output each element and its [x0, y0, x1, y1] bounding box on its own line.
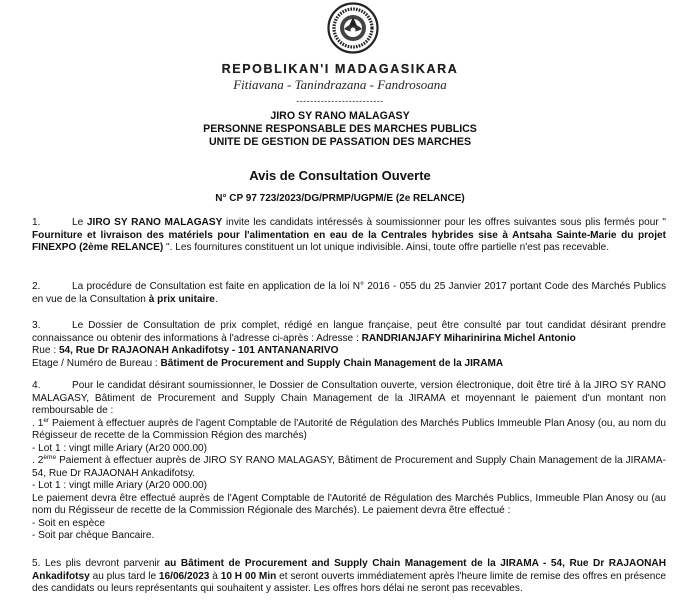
paragraph-4: 4. Pour le candidat désirant soumissionner, le Dossier de Consultation ouverte, version électronique, doit être tiré à la JIRO SY RANO MALAGASY, Bâtiment de Procurement and Supply Chain Management de la JIRAMA et moyennant le paiement d'un montant non remboursable de : . 1er Paiement à effectuer auprès de l'agent Comptable de l'Autorité de Régulation des Marchés Publics Immeuble Plan Anosy (ou, au nom du Régisseur de recette de la Commission Région des marchés) - Lot 1 : vingt mille Ariary (Ar20 000.00) . 2ème Paiement à effectuer auprès de JIRO SY RANO MALAGASY, Bâtiment de Procurement and Supply Chain Management de la JIRAMA-54, Rue Dr RAJAONAH Ankadifotsy. - Lot 1 : vingt mille Ariary (Ar20 000.00) Le paiement devra être effectué auprès de l'Agent Comptable de l'Autorité de Régulation des Marchés Publics, Immeuble Plan Anosy ou (au nom du Régisseur de recette de la Commission Régionale des Marchés). Le paiement devra être effectué : - Soit en espèce - Soit par chèque Bancaire. [32, 380, 667, 541]
paragraph-1: 1. Le JIRO SY RANO MALAGASY invite les candidats intéressés à soumissionner pour les offres suivantes sous plis fermés pour " Fourniture et livraison des matériels pour l'alimentation en eau de la Centrales hybrides sise à Antsaha Sainte-Marie du projet FINEXPO (2ème RELANCE) ". Les fournitures constituent un lot unique indivisible. Ainsi, toute offre partielle n'est pas recevable. [32, 217, 666, 253]
reference-number: N° CP 97 723/2023/DG/PRMP/UGPM/E (2e RELANCE) [215, 193, 465, 204]
lot-line: - Lot 1 : vingt mille Ariary (Ar20 000.00) [32, 480, 208, 491]
payment-text: Le paiement devra être effectué auprès de l'Agent Comptable de l'Autorité de Régulation des Marchés Publics, Immeuble Plan Anosy ou (au nom du Régisseur de recette de la Commission Régionale des Marchés). Le paiement devra être effectué : [32, 492, 666, 516]
republic-title: REPOBLIKAN'I MADAGASIKARA [221, 62, 459, 76]
org-name: JIRO SY RANO MALAGASY [270, 110, 410, 122]
paragraph-number: 5. [32, 558, 41, 569]
org-line-3: UNITE DE GESTION DE PASSATION DES MARCHES [208, 136, 472, 148]
payment-option: - Soit en espèce [32, 517, 105, 529]
paragraph-number: 2. [32, 281, 41, 292]
lot-line: - Lot 1 : vingt mille Ariary (Ar20 000.00) [32, 442, 208, 454]
payment-option: - Soit par chèque Bancaire. [32, 530, 155, 541]
paragraph-3: 3. Le Dossier de Consultation de prix complet, rédigé en langue française, peut être consulté par tout candidat désirant prendre connaissance ou obtenir des informations à l'adresse ci-après : Adresse : RANDRIANJAFY Miharinirina Michel Antonio Rue : 54, Rue Dr RAJAONAH Ankadifotsy - 101 ANTANANARIVO Etage / Numéro de Bureau : Bâtiment de Procurement and Supply Chain Management de la JIRAMA [32, 320, 666, 369]
page-title: Avis de Consultation Ouverte [249, 168, 431, 183]
national-motto: Fitiavana - Tanindrazana - Fandrosoana [233, 77, 447, 92]
paragraph-number: 3. [32, 320, 41, 331]
paragraph-5: 5. Les plis devront parvenir au Bâtiment de Procurement and Supply Chain Management de la JIRAMA - 54, Rue Dr RAJAONAH Ankadifotsy au plus tard le 16/06/2023 à 10 H 00 Min et seront ouverts immédiatement après l'heure limite de remise des offres en présence des candidats ou leurs représentants qui souhaitent y assister. Les offres hors délai ne seront pas recevables. [32, 558, 666, 594]
national-seal-icon [327, 2, 379, 54]
org-line-2: PERSONNE RESPONSABLE DES MARCHES PUBLICS [203, 123, 477, 135]
paragraph-2: 2. La procédure de Consultation est faite en application de la loi N° 2016 - 055 du 25 Janvier 2017 portant Code des Marchés Publics en vue de la Consultation à prix unitaire. [32, 281, 666, 305]
paragraph-number: 1. [32, 217, 41, 228]
header-divider: ------------------------- [296, 96, 384, 106]
paragraph-number: 4. [32, 380, 41, 391]
